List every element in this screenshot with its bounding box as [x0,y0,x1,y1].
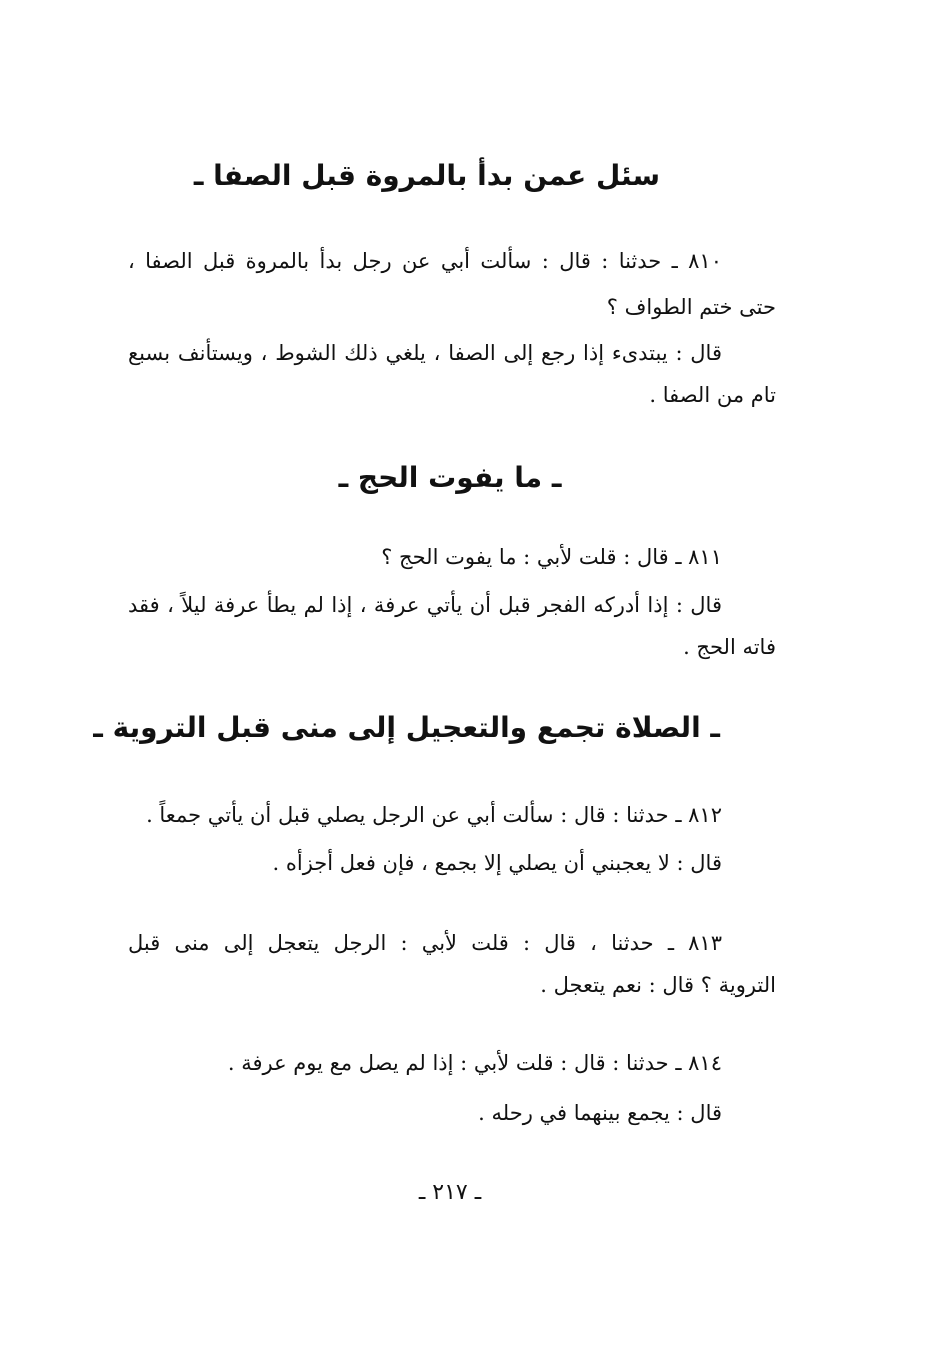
section-heading-1: سئل عمن بدأ بالمروة قبل الصفا ـ [193,159,660,192]
entry-812-line-1: ٨١٢ ـ حدثنا : قال : سألت أبي عن الرجل يصلي قبل أن يأتي جمعاً . [146,803,722,827]
entry-811-line-3: فاته الحج . [683,635,776,659]
entry-810-line-2: حتى ختم الطواف ؟ [606,295,776,319]
entry-810-line-4: تام من الصفا . [649,383,776,407]
entry-813-line-2: التروية ؟ قال : نعم يتعجل . [540,973,776,997]
entry-814-line-1: ٨١٤ ـ حدثنا : قال : قلت لأبي : إذا لم يصل مع يوم عرفة . [227,1051,722,1075]
entry-810-line-3: قال : يبتدىء إذا رجع إلى الصفا ، يلغي ذلك الشوط ، ويستأنف بسبع [128,341,722,365]
entry-812-line-2: قال : لا يعجبني أن يصلي إلا بجمع ، فإن فعل أجزأه . [272,851,722,875]
entry-813-line-1: ٨١٣ ـ حدثنا ، قال : قلت لأبي : الرجل يتعجل إلى منى قبل [128,931,722,955]
entry-810-line-1: ٨١٠ ـ حدثنا : قال : سألت أبي عن رجل بدأ بالمروة قبل الصفا ، [128,249,722,273]
section-heading-3: ـ الصلاة تجمع والتعجيل إلى منى قبل التروية ـ [93,711,720,744]
page-number: ـ ٢١٧ ـ [418,1180,482,1205]
entry-814-line-2: قال : يجمع بينهما في رحله . [478,1101,722,1125]
section-heading-2: ـ ما يفوت الحج ـ [338,461,562,494]
entry-811-line-1: ٨١١ ـ قال : قلت لأبي : ما يفوت الحج ؟ [381,545,722,569]
entry-811-line-2: قال : إذا أدركه الفجر قبل أن يأتي عرفة ، إذا لم يطأ عرفة ليلاً ، فقد [128,593,722,617]
